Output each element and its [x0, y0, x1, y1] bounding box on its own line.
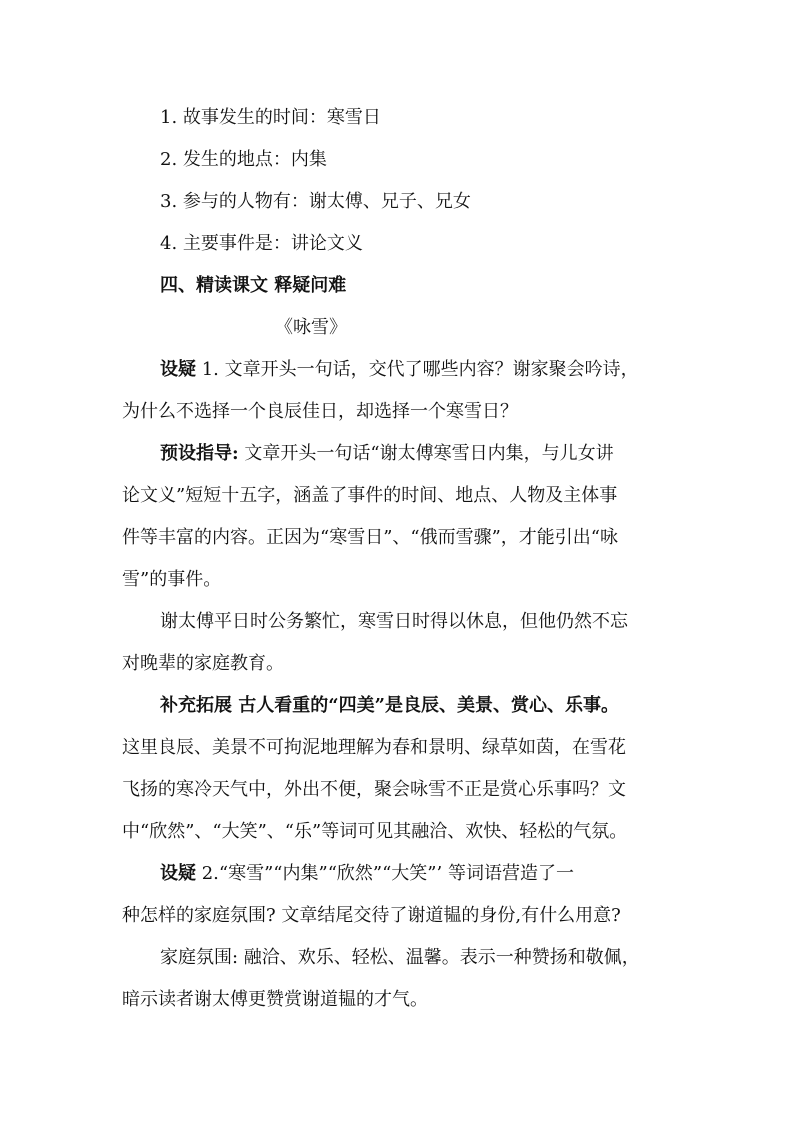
guide-line-2: 论文义”短短十五字，涵盖了事件的时间、地点、人物及主体事 — [122, 485, 618, 506]
supplement-label: 补充拓展 — [160, 695, 232, 716]
supplement-line-3: 飞扬的寒冷天气中，外出不便，聚会咏雪不正是赏心乐事吗？文 — [122, 779, 626, 800]
supplement-line-4: 中“欣然”、“大笑”、“乐”等词可见其融洽、欢快、轻松的气氛。 — [122, 821, 628, 842]
section-heading: 四、精读课文 释疑问难 — [160, 275, 347, 296]
supplement-line-2: 这里良辰、美景不可拘泥地理解为春和景明、绿草如茵，在雪花 — [122, 737, 626, 758]
question-2-line-1 — [160, 860, 680, 888]
list-item-time: 1. 故事发生的时间：寒雪日 — [160, 107, 381, 128]
guide-line-1 — [160, 440, 680, 468]
question-1-text: 1. 文章开头一句话，交代了哪些内容？谢家聚会吟诗， — [196, 359, 639, 380]
question-2-label: 设疑 — [160, 863, 196, 884]
guide-line-3: 件等丰富的内容。正因为“寒雪日”、“俄而雪骤”，才能引出“咏 — [122, 527, 619, 548]
guide-text: 文章开头一句话“谢太傅寒雪日内集，与儿女讲 — [238, 443, 614, 464]
question-1-label: 设疑 — [160, 359, 196, 380]
list-item-event: 4. 主要事件是：讲论文义 — [160, 233, 363, 254]
question-2-text: 2.“寒雪”“内集”“欣然”“大笑”’ 等词语营造了一 — [196, 863, 574, 884]
xie-paragraph-line-1: 谢太傅平日时公务繁忙，寒雪日时得以休息，但他仍然不忘 — [160, 611, 628, 632]
answer-line-2: 暗示读者谢太傅更赞赏谢道韫的才气。 — [122, 989, 428, 1010]
supplement-text: 古人看重的“四美”是良辰、美景、赏心、乐事。 — [232, 695, 619, 716]
list-item-people: 3. 参与的人物有：谢太傅、兄子、兄女 — [160, 191, 471, 212]
list-item-place: 2. 发生的地点：内集 — [160, 149, 327, 170]
question-2-line-2: 种怎样的家庭氛围? 文章结尾交待了谢道韫的身份,有什么用意? — [122, 905, 621, 926]
question-1-line-1 — [160, 356, 680, 384]
question-1-line-2: 为什么不选择一个良辰佳日，却选择一个寒雪日？ — [122, 401, 518, 422]
guide-label: 预设指导: — [160, 443, 239, 464]
xie-paragraph-line-2: 对晚辈的家庭教育。 — [122, 653, 284, 674]
poem-title: 《咏雪》 — [275, 317, 347, 338]
guide-line-4: 雪”的事件。 — [122, 569, 222, 590]
supplement-line-1 — [160, 692, 680, 720]
answer-line-1: 家庭氛围: 融洽、欢乐、轻松、温馨。表示一种赞扬和敬佩， — [160, 947, 640, 968]
